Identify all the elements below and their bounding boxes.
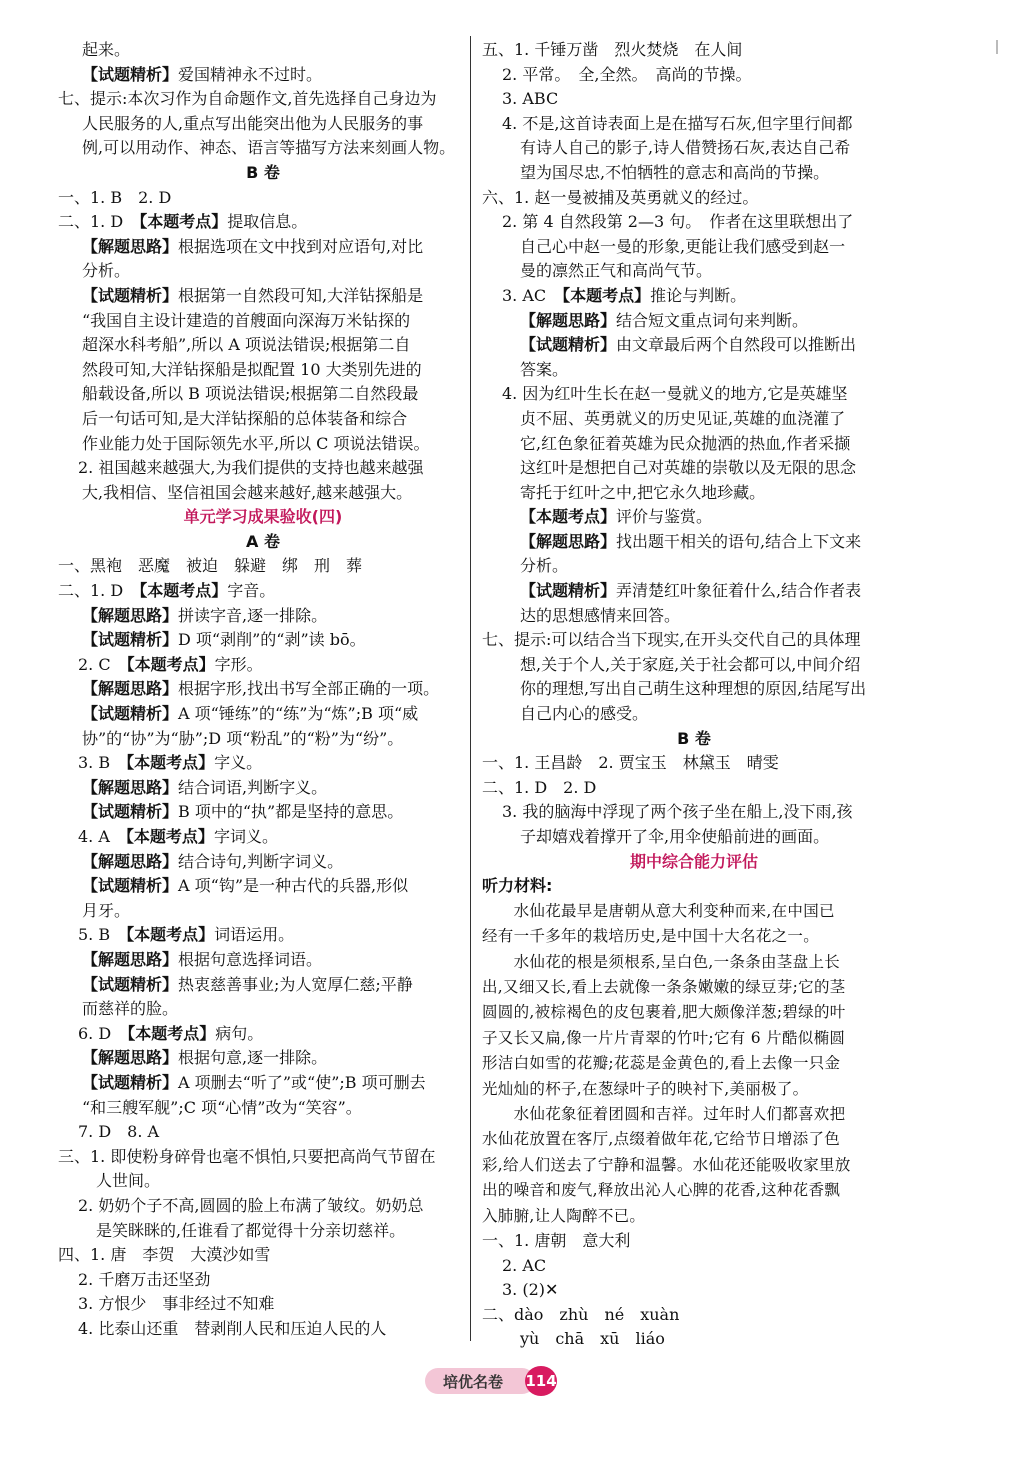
line-text: 字词义。	[213, 827, 278, 846]
tag-label: 【试题精析】	[82, 285, 179, 305]
answer-line	[58, 358, 468, 383]
line-text: 望为国尽忠,不怕牺牲的意志和高尚的节操。	[520, 162, 830, 182]
line-text: 爱国精神永不过时。	[178, 64, 323, 84]
answer-line	[482, 186, 906, 211]
tag-label: 【解题思路】	[82, 777, 179, 797]
answer-line	[58, 997, 468, 1022]
line-text: 字义。	[214, 753, 263, 773]
answer-line	[482, 1327, 906, 1352]
line-text: 5. B	[78, 925, 127, 945]
line-text: 协”的“协”为“胁”;D 项“粉乱”的“粉”为“纷”。	[82, 728, 404, 748]
answer-line	[58, 1194, 468, 1219]
answer-line	[58, 923, 468, 948]
answer-line	[58, 1243, 468, 1268]
answer-line	[482, 825, 906, 850]
listening-line: 水仙花放置在客厅,点缀着做年花,它给节日增添了色	[482, 1130, 841, 1149]
answer-line	[482, 456, 906, 481]
line-text: 病句。	[215, 1023, 264, 1043]
tag-label: 【解题思路】	[82, 605, 179, 625]
line-text: 这红叶是想把自己对英雄的崇敬以及无限的思念	[520, 458, 857, 478]
margin-mark	[996, 40, 998, 54]
tag-label: 【试题精析】	[82, 974, 179, 994]
line-text: 作业能力处于国际领先水平,所以 C 项说法错误。	[82, 433, 430, 453]
line-text: 2. 平常。 全,全然。 高尚的节操。	[502, 64, 752, 84]
line-text: 想,关于个人,关于家庭,关于社会都可以,中间介绍	[520, 654, 861, 674]
listening-material	[482, 899, 906, 1229]
line-text: 3. (2)✕	[502, 1280, 559, 1300]
answer-line	[482, 1229, 906, 1254]
answer-line	[482, 604, 906, 629]
answer-line	[58, 604, 468, 629]
answer-line	[482, 1254, 906, 1279]
answer-line	[58, 948, 468, 973]
line-text: 五、1. 千锤万凿 烈火焚烧 在人间	[482, 40, 743, 59]
volume-heading	[58, 530, 468, 555]
line-text: 听力材料:	[482, 876, 553, 896]
answer-line	[482, 677, 906, 702]
answer-line	[58, 776, 468, 801]
answer-line	[58, 1071, 468, 1096]
listening-line: 经有一千多年的栽培历史,是中国十大名花之一。	[482, 927, 820, 946]
answer-line	[58, 259, 468, 284]
volume-heading	[482, 727, 906, 752]
answer-line	[482, 751, 906, 776]
answer-line	[58, 727, 468, 752]
line-text: 二、1. D	[58, 581, 140, 601]
line-text: “和三艘军舰”;C 项“心情”改为“笑容”。	[82, 1097, 362, 1117]
line-text: 2. 奶奶个子不高,圆圆的脸上布满了皱纹。奶奶总	[78, 1195, 424, 1215]
line-text: B 项中的“执”都是坚持的意思。	[178, 802, 404, 822]
line-text: 拼读字音,逐一排除。	[178, 605, 328, 625]
answer-line	[58, 382, 468, 407]
line-text: 子却嬉戏着撑开了伞,用伞使船前进的画面。	[520, 827, 830, 846]
answer-line	[482, 702, 906, 727]
answer-line	[482, 628, 906, 653]
answer-line	[58, 1219, 468, 1244]
line-text: 一、1. 王昌龄 2. 贾宝玉 林黛玉 晴雯	[482, 753, 779, 773]
answer-line	[58, 1046, 468, 1071]
tag-label: 【试题精析】	[82, 630, 179, 650]
line-text: 2. C	[78, 654, 127, 674]
answer-line	[58, 136, 468, 161]
line-text: 曼的凛然正气和高尚气节。	[520, 261, 713, 281]
line-text: 七、提示:本次习作为自命题作文,首先选择自己身边为	[58, 89, 437, 109]
answer-line	[58, 1022, 468, 1047]
answer-line	[482, 800, 906, 825]
answer-line	[58, 235, 468, 260]
listening-line: 形洁白如雪的花瓣;花蕊是金黄色的,看上去像一只金	[482, 1054, 841, 1073]
answer-line	[58, 973, 468, 998]
answer-line	[58, 1317, 468, 1342]
line-text: 3. 我的脑海中浮现了两个孩子坐在船上,没下雨,孩	[502, 802, 853, 822]
line-text: 你的理想,写出自己萌生这种理想的原因,结尾写出	[520, 679, 867, 699]
line-text: A 项“锤练”的“练”为“炼”;B 项“威	[178, 704, 419, 724]
tag-label: 【解题思路】	[82, 236, 179, 256]
line-text: 3. 方恨少 事非经过不知难	[78, 1294, 275, 1314]
line-text: 七、提示:可以结合当下现实,在开头交代自己的具体理	[482, 630, 861, 650]
tag-label: 【解题思路】	[82, 679, 179, 699]
line-text: 根据选项在文中找到对应语句,对比	[178, 236, 424, 256]
listening-line: 子又长又扁,像一片片青翠的竹叶;它有 6 片酷似椭圆	[482, 1028, 846, 1047]
answer-line	[482, 481, 906, 506]
answer-line	[482, 1303, 906, 1328]
line-text: D 项“剥削”的“剥”读 bō。	[178, 630, 366, 650]
answer-line	[58, 309, 468, 334]
line-text: 根据第一自然段可知,大洋钻探船是	[178, 285, 424, 305]
tag-label: 【本题考点】	[562, 285, 651, 305]
line-text: 3. ABC	[502, 89, 559, 109]
line-text: 六、1. 赵一曼被捕及英勇就义的经过。	[482, 187, 759, 207]
tag-label: 【解题思路】	[520, 531, 617, 551]
answer-line	[58, 1292, 468, 1317]
line-text: 字音。	[227, 581, 276, 601]
listening-line: 水仙花象征着团圆和吉祥。过年时人们都喜欢把	[482, 1105, 846, 1124]
line-text: 4. 比泰山还重 替剥削人民和压迫人民的人	[78, 1318, 387, 1338]
tag-label: 【试题精析】	[520, 581, 617, 601]
line-text: A 项删去“听了”或“使”;B 项可删去	[178, 1072, 426, 1092]
tag-label: 【解题思路】	[82, 949, 179, 969]
line-text: 人民服务的人,重点写出能突出他为人民服务的事	[82, 113, 424, 133]
tag-label: 【解题思路】	[82, 1048, 179, 1068]
listening-line: 水仙花的根是须根系,呈白色,一条条由茎盘上长	[482, 952, 841, 971]
answer-line	[482, 653, 906, 678]
line-text: 结合短文重点词句来判断。	[616, 310, 809, 330]
line-text: yù chā xū liáo	[520, 1329, 665, 1349]
line-text: 词语运用。	[214, 925, 295, 945]
answer-line	[58, 825, 468, 850]
line-text: 后一句话可知,是大洋钻探船的总体装备和综合	[82, 408, 408, 428]
line-text: 2. AC	[502, 1255, 547, 1275]
answer-line	[58, 38, 468, 63]
tag-label: 【本题考点】	[126, 654, 215, 674]
answer-line	[482, 235, 906, 260]
line-text: 达的思想感情来回答。	[520, 605, 681, 625]
line-text: A 项“钩”是一种古代的兵器,形似	[178, 876, 409, 896]
answer-line	[482, 333, 906, 358]
line-text: 自己心中赵一曼的形象,更能让我们感受到赵一	[520, 236, 846, 256]
line-text: 4. A	[78, 827, 126, 846]
line-text: 而慈祥的脸。	[82, 999, 179, 1019]
tag-label: 【本题考点】	[139, 212, 228, 232]
line-text: 热衷慈善事业;为人宽厚仁慈;平静	[178, 974, 413, 994]
line-text: 答案。	[520, 359, 569, 379]
answer-line	[58, 874, 468, 899]
line-text: 分析。	[82, 261, 131, 281]
line-text: 7. D 8. A	[78, 1122, 160, 1142]
tag-label: 【试题精析】	[82, 876, 179, 896]
footer-label: 培优名卷	[443, 1373, 504, 1391]
line-text: 结合诗句,判断字词义。	[178, 851, 344, 871]
left-column	[58, 38, 468, 1341]
line-text: 提取信息。	[227, 212, 308, 232]
line-text: 字形。	[214, 654, 263, 674]
line-text: 3. AC	[502, 285, 563, 305]
answer-line	[58, 751, 468, 776]
answer-line	[58, 653, 468, 678]
line-text: 一、黑袍 恶魔 被迫 躲避 绑 刑 葬	[58, 556, 363, 576]
line-text: 月牙。	[82, 900, 131, 920]
line-text: 二、1. D	[58, 212, 140, 232]
line-text: 6. D	[78, 1023, 128, 1043]
listening-line: 出,又细又长,看上去就像一条条嫩嫩的绿豆芽;它的茎	[482, 978, 846, 996]
line-text: “我国自主设计建造的首艘面向深海万米钻探的	[82, 310, 411, 330]
answer-line	[482, 407, 906, 432]
line-text: 评价与鉴赏。	[616, 507, 713, 527]
line-text: 二、1. D 2. D	[482, 777, 597, 797]
line-text: 例,可以用动作、神态、语言等描写方法来刻画人物。	[82, 138, 456, 158]
answer-line	[482, 432, 906, 457]
answer-line	[58, 210, 468, 235]
volume-heading	[58, 161, 468, 186]
listening-line: 光灿灿的杯子,在葱绿叶子的映衬下,美丽极了。	[482, 1079, 809, 1098]
answer-line	[482, 210, 906, 235]
line-text: 根据句意选择词语。	[178, 949, 323, 969]
answer-line	[58, 432, 468, 457]
tag-label: 【本题考点】	[520, 507, 617, 527]
answer-line	[58, 1120, 468, 1145]
line-text: 是笑眯眯的,任谁看了都觉得十分亲切慈祥。	[96, 1220, 406, 1240]
answer-line	[482, 382, 906, 407]
line-text: 找出题干相关的语句,结合上下文来	[616, 531, 862, 551]
line-text: 寄托于红叶之中,把它永久地珍藏。	[520, 482, 766, 502]
answer-line	[482, 161, 906, 186]
line-text: 二、dào zhù né xuàn	[482, 1304, 680, 1324]
answer-line	[482, 284, 906, 309]
answer-line	[58, 1169, 468, 1194]
answer-line	[482, 358, 906, 383]
section-title	[58, 505, 468, 530]
answer-line	[58, 481, 468, 506]
line-text: 有诗人自己的影子,诗人借赞扬石灰,表达自己希	[520, 138, 851, 158]
tag-label: 【解题思路】	[520, 310, 617, 330]
line-text: 2. 祖国越来越强大,为我们提供的支持也越来越强	[78, 458, 424, 478]
answer-line	[482, 1278, 906, 1303]
answer-line	[58, 1096, 468, 1121]
line-text: 3. B	[78, 753, 127, 773]
answer-line	[482, 579, 906, 604]
page-footer	[425, 1366, 559, 1396]
answer-line	[58, 1268, 468, 1293]
line-text: 4. 因为红叶生长在赵一曼就义的地方,它是英雄坚	[502, 384, 848, 404]
answer-line	[58, 628, 468, 653]
tag-label: 【解题思路】	[82, 851, 179, 871]
line-text: 弄清楚红叶象征着什么,结合作者表	[616, 581, 862, 601]
answer-line	[482, 87, 906, 112]
answer-line	[58, 702, 468, 727]
line-text: 期中综合能力评估	[629, 851, 758, 871]
line-text: 推论与判断。	[650, 285, 747, 305]
line-text: B 卷	[246, 162, 280, 182]
line-text: 2. 千磨万击还坚劲	[78, 1269, 211, 1289]
line-text: 根据字形,找出书写全部正确的一项。	[178, 679, 440, 699]
tag-label: 【试题精析】	[82, 64, 179, 84]
line-text: 贞不屈、英勇就义的历史见证,英雄的血浇灌了	[520, 408, 846, 428]
answer-line	[482, 505, 906, 530]
line-text: 三、1. 即使粉身碎骨也毫不惧怕,只要把高尚气节留在	[58, 1146, 436, 1166]
answer-line	[58, 284, 468, 309]
tag-label: 【本题考点】	[126, 753, 215, 773]
tag-label: 【本题考点】	[126, 925, 215, 945]
line-text: 根据句意,逐一排除。	[178, 1048, 328, 1068]
right-column	[482, 38, 906, 1352]
answer-line	[58, 456, 468, 481]
page-number: 114	[525, 1366, 557, 1396]
line-text: 分析。	[520, 556, 569, 576]
tag-label: 【本题考点】	[125, 827, 214, 846]
answer-line	[58, 899, 468, 924]
right-tail-block	[482, 1229, 906, 1352]
answer-line	[58, 407, 468, 432]
answer-line	[58, 677, 468, 702]
listening-line: 彩,给人们送去了宁静和温馨。水仙花还能吸收家里放	[482, 1155, 851, 1174]
column-divider	[470, 36, 471, 1341]
answer-line	[58, 333, 468, 358]
line-text: 人世间。	[96, 1171, 161, 1191]
listening-line: 入肺腑,让人陶醉不已。	[482, 1206, 646, 1225]
tag-label: 【试题精析】	[82, 802, 179, 822]
answer-line	[482, 874, 906, 899]
section-title	[482, 850, 906, 875]
line-text: 由文章最后两个自然段可以推断出	[616, 335, 857, 355]
answer-line	[482, 554, 906, 579]
line-text: 起来。	[82, 40, 131, 59]
line-text: A 卷	[246, 531, 280, 551]
answer-line	[58, 63, 468, 88]
answer-line	[58, 800, 468, 825]
line-text: 一、1. 唐朝 意大利	[482, 1231, 631, 1251]
line-text: 它,红色象征着英雄为民众抛洒的热血,作者采撷	[520, 433, 851, 453]
answer-line	[482, 776, 906, 801]
tag-label: 【试题精析】	[82, 1072, 179, 1092]
answer-line	[58, 87, 468, 112]
line-text: 大,我相信、坚信祖国会越来越好,越来越强大。	[82, 482, 413, 502]
line-text: 四、1. 唐 李贺 大漠沙如雪	[58, 1245, 271, 1265]
listening-line: 圆圆的,被棕褐色的皮包裹着,肥大颇像洋葱;碧绿的叶	[482, 1003, 846, 1022]
answer-line	[482, 259, 906, 284]
line-text: 2. 第 4 自然段第 2—3 句。 作者在这里联想出了	[502, 212, 854, 232]
answer-line	[482, 112, 906, 137]
answer-line	[58, 186, 468, 211]
listening-line: 出的噪音和废气,释放出沁人心脾的花香,这种花香飘	[482, 1181, 841, 1200]
answer-line	[58, 554, 468, 579]
right-answer-block	[482, 38, 906, 899]
answer-line	[482, 530, 906, 555]
tag-label: 【试题精析】	[520, 335, 617, 355]
line-text: 结合词语,判断字义。	[178, 777, 328, 797]
line-text: 一、1. B 2. D	[58, 187, 172, 207]
tag-label: 【试题精析】	[82, 704, 179, 724]
answer-line	[482, 136, 906, 161]
line-text: 单元学习成果验收(四)	[183, 507, 343, 527]
line-text: 自己内心的感受。	[520, 704, 649, 724]
answer-line	[482, 38, 906, 63]
line-text: 然段可知,大洋钻探船是拟配置 10 大类别先进的	[82, 359, 422, 379]
answer-line	[58, 112, 468, 137]
answer-line	[58, 579, 468, 604]
tag-label: 【本题考点】	[139, 581, 228, 601]
line-text: 超深水科考船”,所以 A 项说法错误;根据第二自	[82, 335, 411, 355]
line-text: 4. 不是,这首诗表面上是在描写石灰,但字里行间都	[502, 113, 853, 133]
answer-line	[58, 1145, 468, 1170]
listening-line: 水仙花最早是唐朝从意大利变种而来,在中国已	[482, 901, 835, 920]
tag-label: 【本题考点】	[127, 1023, 216, 1043]
answer-line	[58, 850, 468, 875]
line-text: 船载设备,所以 B 项说法错误;根据第二自然段最	[82, 384, 419, 404]
answer-line	[482, 309, 906, 334]
answer-line	[482, 63, 906, 88]
line-text: B 卷	[677, 728, 711, 748]
